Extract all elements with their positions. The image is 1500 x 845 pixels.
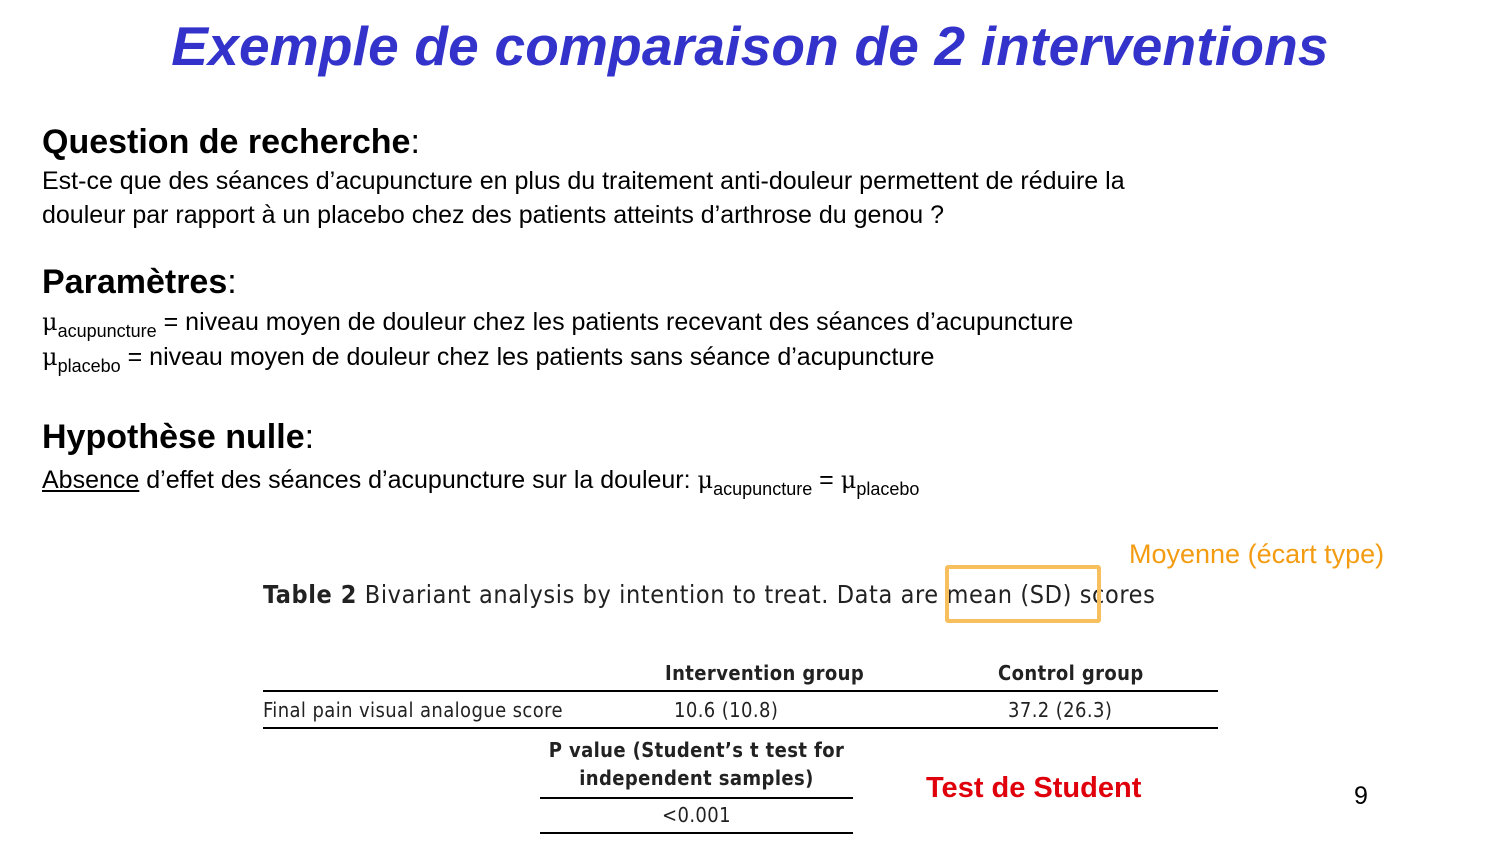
annotation-student-test: Test de Student [926,772,1142,804]
value-control: 37.2 (26.3) [1008,698,1113,722]
pvalue-header-line-1: P value (Student’s t test for [548,738,845,762]
question-line-1: Est-ce que des séances d’acupuncture en plus du traitement anti-douleur permettent de réduire la [42,167,1125,195]
hypothesis-equals: = [812,466,841,494]
mu-symbol: μ [697,466,714,494]
slide-title: Exemple de comparaison de 2 interventions [171,15,1329,77]
value-intervention: 10.6 (10.8) [674,698,779,722]
pvalue-value: <0.001 [662,803,731,827]
hypothesis-heading-colon: : [304,418,315,456]
mu-symbol: μ [42,308,58,336]
hypothesis-heading-text: Hypothèse nulle [42,418,305,456]
table-rule-top [263,690,1218,692]
param-placebo-subscript: placebo [57,356,121,376]
params-heading-text: Paramètres [42,263,228,301]
table-caption-text-b: scores [1071,580,1156,609]
table-caption-highlight: mean (SD) [946,580,1072,609]
hypothesis-underlined-word: Absence [42,466,140,494]
annotation-mean-sd: Moyenne (écart type) [1129,539,1385,569]
table-caption-text-a: Bivariant analysis by intention to treat. Data are [357,580,947,609]
table-caption-label: Table 2 [263,580,358,609]
param-placebo-text: = niveau moyen de douleur chez les patients sans séance d’acupuncture [120,343,935,371]
col-header-intervention: Intervention group [665,661,865,685]
hypothesis-statement [42,463,919,506]
page-number: 9 [1354,782,1368,810]
question-heading-colon: : [410,123,420,161]
question-heading [42,122,420,162]
question-line-2: douleur par rapport à un placebo chez des patients atteints d’arthrose du genou ? [42,201,945,229]
hypothesis-text: d’effet des séances d’acupuncture sur la douleur: [139,466,698,494]
pvalue-rule-bottom [540,832,853,834]
param-placebo [42,340,934,383]
pvalue-rule-top [540,797,853,799]
param-acupuncture-subscript: acupuncture [57,321,157,341]
table-rule-middle [263,727,1218,729]
highlight-box [945,565,1101,623]
hypothesis-heading [42,417,314,457]
hypothesis-subscript-acupuncture: acupuncture [713,479,813,499]
params-heading [42,262,237,302]
pvalue-header-line-2: independent samples) [579,766,814,790]
mu-symbol: μ [840,466,857,494]
param-acupuncture-text: = niveau moyen de douleur chez les patients recevant des séances d’acupuncture [156,308,1074,336]
params-heading-colon: : [227,263,237,301]
col-header-control: Control group [998,661,1144,685]
question-heading-text: Question de recherche [42,123,411,161]
mu-symbol: μ [42,343,58,371]
hypothesis-subscript-placebo: placebo [856,479,920,499]
row-label: Final pain visual analogue score [263,698,563,722]
